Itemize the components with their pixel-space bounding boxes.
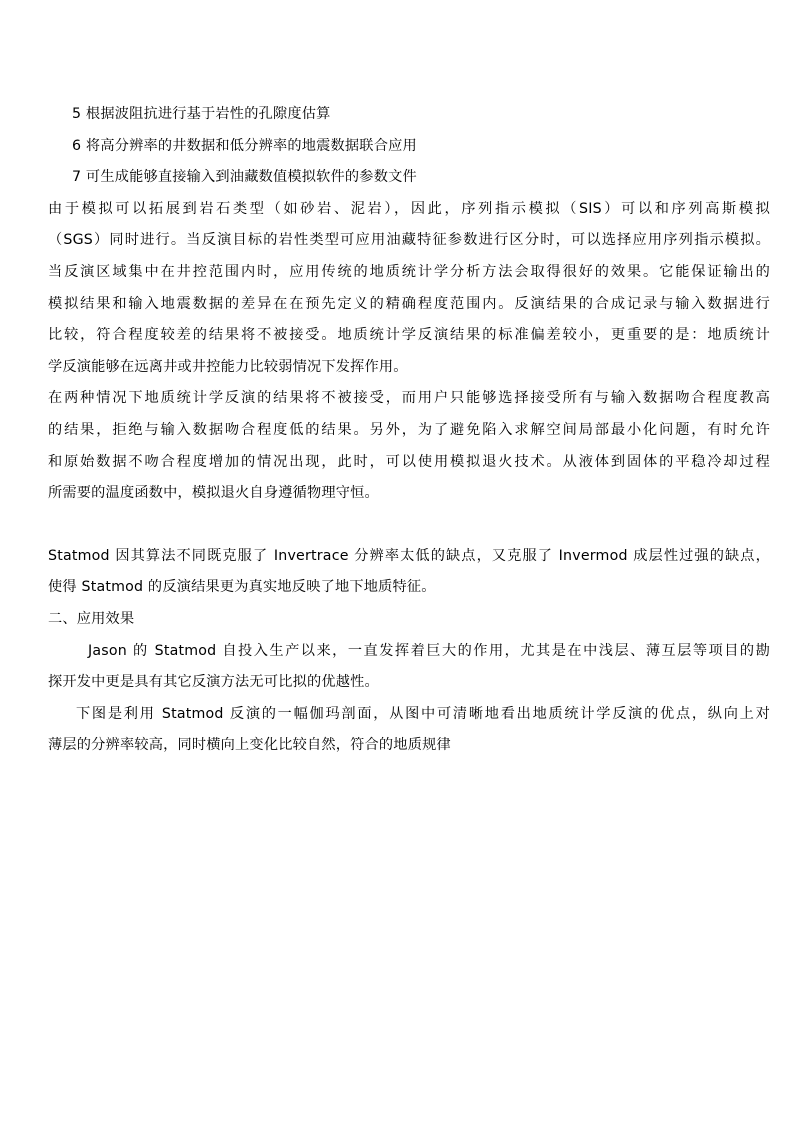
paragraph-statmod — [48, 541, 770, 604]
text-line: 探开发中更是具有其它反演方法无可比拟的优越性。 — [48, 674, 379, 691]
feature-list — [48, 99, 770, 194]
text-line: 和原始数据不吻合程度增加的情况出现，此时，可以使用模拟退火技术。从液体到固体的平稳冷却过程 — [48, 453, 770, 470]
text-line: 下图是利用 Statmod 反演的一幅伽玛剖面，从图中可清晰地看出地质统计学反演的优点，纵向上对 — [76, 705, 770, 722]
paragraph-application — [48, 636, 770, 699]
text-line: Statmod 因其算法不同既克服了 Invertrace 分辨率太低的缺点，又克服了 Invermod 成层性过强的缺点， — [48, 547, 770, 564]
text-line: 由于模拟可以拓展到岩石类型（如砂岩、泥岩），因此，序列指示模拟（SIS）可以和序列高斯模拟 — [48, 200, 770, 217]
list-item: 7 可生成能够直接输入到油藏数值模拟软件的参数文件 — [72, 169, 417, 186]
text-line: 比较，符合程度较差的结果将不被接受。地质统计学反演结果的标准偏差较小，更重要的是：地质统计 — [48, 327, 770, 344]
paragraph-rejection — [48, 383, 770, 509]
text-line: Jason 的 Statmod 自投入生产以来，一直发挥着巨大的作用，尤其是在中浅层、薄互层等项目的勘 — [88, 642, 770, 659]
text-line: 学反演能够在远离井或井控能力比较弱情况下发挥作用。 — [48, 358, 408, 375]
section-heading: 二、应用效果 — [48, 610, 135, 627]
text-line: 所需要的温度函数中，模拟退火自身遵循物理守恒。 — [48, 485, 379, 502]
paragraph-figure-intro — [48, 699, 770, 762]
text-line: 模拟结果和输入地震数据的差异在在预先定义的精确程度范围内。反演结果的合成记录与输入数据进行 — [48, 295, 770, 312]
blank-line — [48, 510, 770, 541]
paragraph-simulation — [48, 194, 770, 384]
list-item: 6 将高分辨率的井数据和低分辨率的地震数据联合应用 — [72, 137, 417, 154]
document-body — [48, 99, 770, 762]
list-item: 5 根据波阻抗进行基于岩性的孔隙度估算 — [72, 106, 331, 122]
text-line: 的结果，拒绝与输入数据吻合程度低的结果。另外，为了避免陷入求解空间局部最小化问题，有时允许 — [48, 421, 770, 438]
text-line: 在两种情况下地质统计学反演的结果将不被接受，而用户只能够选择接受所有与输入数据吻合程度教高 — [48, 390, 770, 407]
text-line: 使得 Statmod 的反演结果更为真实地反映了地下地质特征。 — [48, 579, 436, 596]
text-line: 薄层的分辨率较高，同时横向上变化比较自然，符合的地质规律 — [48, 737, 451, 754]
text-line: （SGS）同时进行。当反演目标的岩性类型可应用油藏特征参数进行区分时，可以选择应用序列指示模拟。 — [48, 232, 770, 249]
text-line: 当反演区域集中在井控范围内时，应用传统的地质统计学分析方法会取得很好的效果。它能保证输出的 — [48, 263, 770, 280]
